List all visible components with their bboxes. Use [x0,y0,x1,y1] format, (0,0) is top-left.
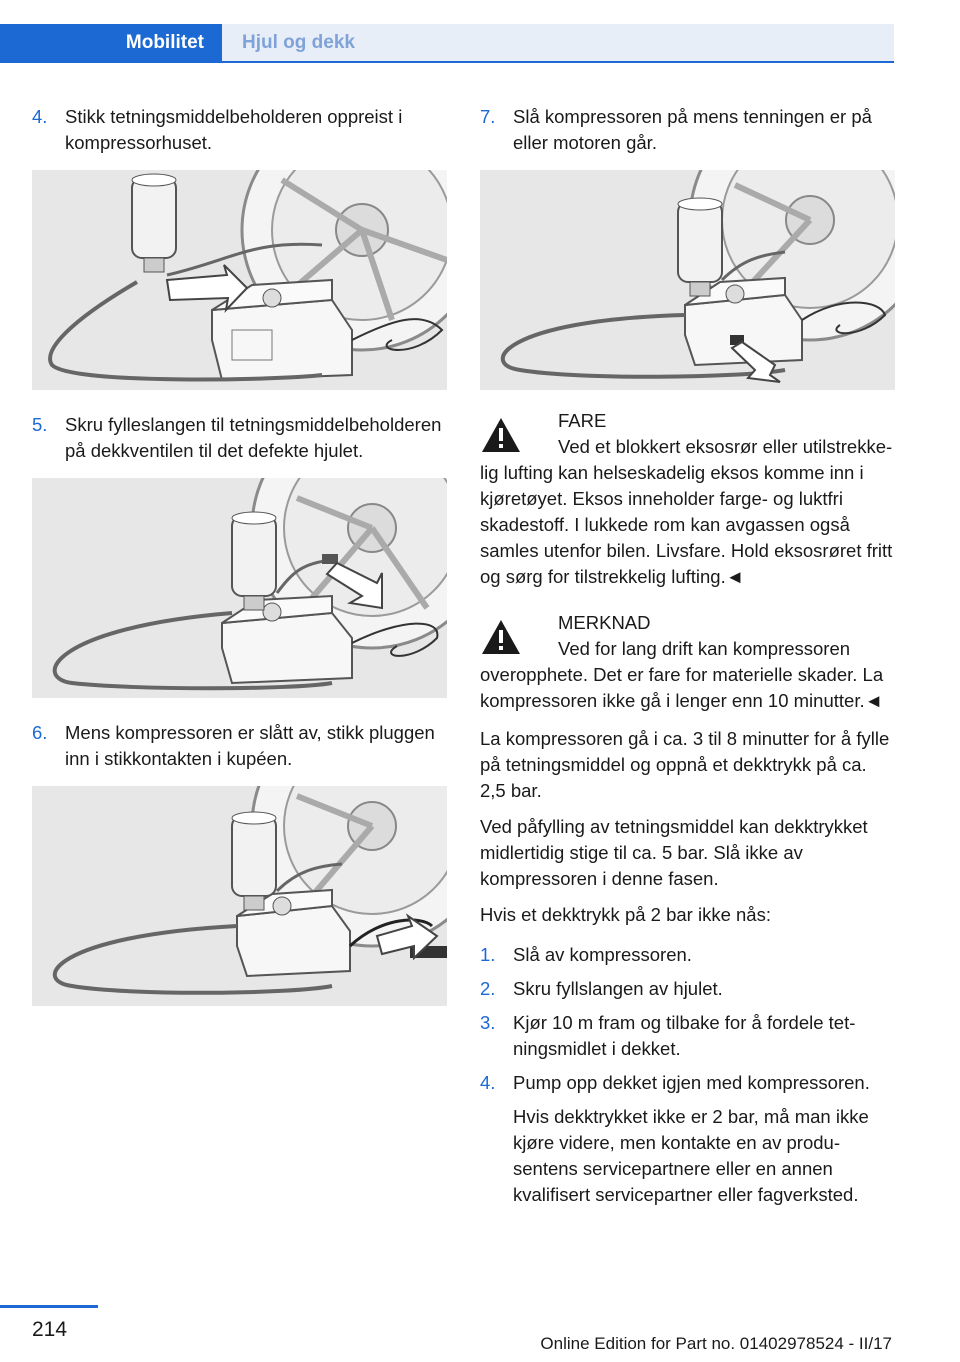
illustration-bottle-insert [32,170,447,390]
step-number: 3. [480,1012,496,1033]
illustration-compressor-switch [480,170,895,390]
step-number: 6. [32,722,48,743]
step-text: Mens kompressoren er slått av, stikk pluggen inn i stikkontakten i kupéen. [65,722,435,769]
step-text: Pump opp dekket igjen med kompressoren. [513,1072,870,1093]
illustration-plug-socket [32,786,447,1006]
tab-mobilitet[interactable]: Mobilitet [0,24,222,61]
list-step-3 [480,1010,895,1062]
step-5 [32,412,447,464]
warning-body: Ved et blokkert eksosrør eller utilstrekkelig lufting kan helseskadelig eksos komme inn i kjøretøyet. Eksos inneholder farge- og luktfri skadestoff. I lukkede rom kan avgassen også samles utenfor bilen. Livsfare. Hold eksosrøret fritt og sørg for tilstrekkelig lufting.◄ [480,436,893,587]
warning-fare [480,408,895,590]
paragraph-service-advice: Hvis dekktrykket ikke er 2 bar, må man ikke kjøre videre, men kontakte en av produsentens servicepartnere eller en annen kvalifisert servicepartner eller fagverksted. [513,1106,869,1205]
page-number: 214 [32,1318,68,1341]
page-header [0,0,960,62]
list-step-1 [480,942,895,968]
step-number: 4. [480,1072,496,1093]
step-text: Slå kompressoren på mens tenningen er på eller motoren går. [513,106,872,153]
step-number: 2. [480,978,496,999]
step-4 [32,104,447,156]
header-divider [0,61,894,63]
step-text: Skru fylleslangen til tetningsmiddelbeholderen på dekkventilen til det defekte hjulet. [65,414,442,461]
paragraph-pressure-rise: Ved påfylling av tetningsmiddel kan dekktrykket midlertidig stige til ca. 5 bar. Slå ikke av kompressoren i denne fasen. [480,816,868,889]
footer-divider [0,1305,98,1308]
list-step-4 [480,1070,895,1096]
step-number: 5. [32,414,48,435]
figure-insert-bottle [32,170,447,390]
paragraph-not-reached: Hvis et dekktrykk på 2 bar ikke nås: [480,904,771,925]
warning-title: MERKNAD [558,612,651,633]
left-column [32,104,447,1006]
step-number: 1. [480,944,496,965]
figure-switch-on [480,170,895,390]
list-step-2 [480,976,895,1002]
step-number: 4. [32,106,48,127]
warning-body: Ved for lang drift kan kompressoren overopphete. Det er fare for materielle skader. La kompressoren ikke gå i lenger enn 10 minutter.◄ [480,638,884,711]
tab-hjul-og-dekk[interactable]: Hjul og dekk [222,24,894,61]
warning-merknad [480,610,895,714]
paragraph-duration: La kompressoren gå i ca. 3 til 8 minutter for å fylle på tetningsmiddel og oppnå et dekktrykk på ca. 2,5 bar. [480,728,890,801]
warning-triangle-icon [480,416,522,454]
right-column [480,104,895,1208]
warning-title: FARE [558,410,607,431]
step-text: Kjør 10 m fram og tilbake for å fordele tetningsmidlet i dekket. [513,1012,856,1059]
step-7 [480,104,895,156]
step-6 [32,720,447,772]
warning-triangle-icon [480,618,522,656]
illustration-hose-to-valve [32,478,447,698]
figure-screw-hose [32,478,447,698]
step-text: Skru fyllslangen av hjulet. [513,978,723,999]
figure-plug-in [32,786,447,1006]
edition-info: Online Edition for Part no. 01402978524 - II/17 [540,1334,892,1353]
step-text: Slå av kompressoren. [513,944,692,965]
step-number: 7. [480,106,496,127]
step-text: Stikk tetningsmiddelbeholderen oppreist i kompressorhuset. [65,106,403,153]
